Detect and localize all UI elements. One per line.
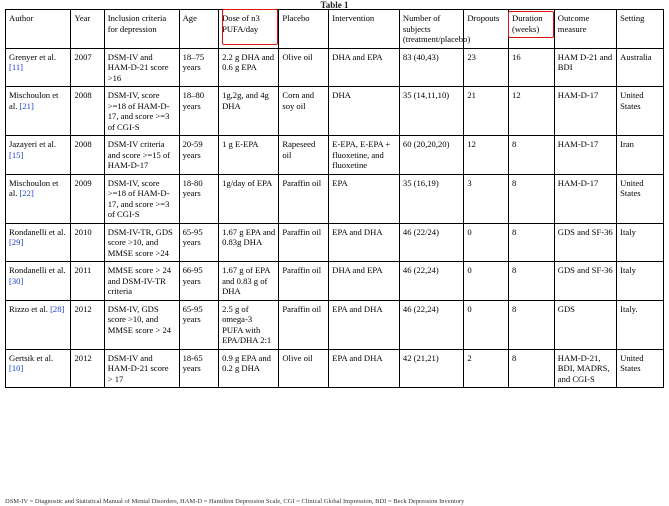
- citation-link[interactable]: [29]: [9, 237, 24, 247]
- author-name: Mischoulon et al.: [9, 177, 59, 198]
- cell-intervention: EPA and DHA: [329, 300, 400, 349]
- column-header-setting: Setting: [617, 10, 664, 49]
- cell-intervention: EPA and DHA: [329, 349, 400, 388]
- cell-placebo: Rapeseed oil: [279, 136, 329, 175]
- cell-year: 2011: [71, 262, 104, 301]
- table-row: [6, 262, 664, 301]
- citation-link[interactable]: [30]: [9, 275, 24, 286]
- cell-setting: United States: [617, 174, 664, 223]
- cell-placebo: Paraffin oil: [279, 223, 329, 262]
- cell-outcome: HAM-D-17: [554, 174, 616, 223]
- cell-dose: 1g,2g, and 4g DHA: [219, 87, 279, 136]
- cell-placebo: Olive oil: [279, 349, 329, 388]
- column-header-duration: Duration (weeks): [509, 10, 555, 49]
- cell-author: [6, 223, 71, 262]
- column-header-year: Year: [71, 10, 104, 49]
- cell-year: 2008: [71, 136, 104, 175]
- cell-setting: Italy.: [617, 300, 664, 349]
- cell-subjects: 35 (14,11,10): [399, 87, 463, 136]
- cell-setting: Australia: [617, 48, 664, 87]
- table-row: [6, 87, 664, 136]
- cell-intervention: DHA: [329, 87, 400, 136]
- cell-subjects: 46 (22/24): [399, 223, 463, 262]
- column-header-outcome-measure: Outcome measure: [554, 10, 616, 49]
- column-header-age: Age: [179, 10, 219, 49]
- cell-placebo: Olive oil: [279, 48, 329, 87]
- cell-criteria: DSM-IV and HAM-D-21 score >16: [104, 48, 179, 87]
- citation-link[interactable]: [11]: [9, 62, 23, 72]
- cell-outcome: GDS: [554, 300, 616, 349]
- cell-subjects: 42 (21,21): [399, 349, 463, 388]
- cell-dose: 2.5 g of omega-3 PUFA with EPA/DHA 2:1: [219, 300, 279, 349]
- citation-link[interactable]: [28]: [50, 303, 65, 314]
- cell-author: [6, 48, 71, 87]
- author-name: Rondanelli et al.: [9, 265, 66, 275]
- cell-age: 65-95 years: [179, 300, 219, 349]
- cell-dropouts: 2: [464, 349, 509, 388]
- author-name: Gertsik et al.: [9, 352, 54, 363]
- cell-author: [6, 300, 71, 349]
- cell-age: 18-65 years: [179, 349, 219, 388]
- cell-outcome: HAM-D-17: [554, 87, 616, 136]
- cell-criteria: DSM-IV, score >=18 of HAM-D-17, and score >=3 of CGI-S: [104, 87, 179, 136]
- cell-author: [6, 174, 71, 223]
- table-caption: Table 1: [320, 0, 349, 9]
- cell-age: 65-95 years: [179, 223, 219, 262]
- author-name: Mischoulon et al.: [9, 90, 59, 111]
- cell-duration: 8: [509, 349, 555, 388]
- table-row: [6, 174, 664, 223]
- cell-dropouts: 0: [464, 223, 509, 262]
- cell-age: 18-80 years: [179, 174, 219, 223]
- cell-duration: 8: [509, 262, 555, 301]
- cell-year: 2009: [71, 174, 104, 223]
- cell-age: 18–80 years: [179, 87, 219, 136]
- cell-age: 18–75 years: [179, 48, 219, 87]
- cell-subjects: 46 (22,24): [399, 262, 463, 301]
- cell-dose: 2.2 g DHA and 0.6 g EPA: [219, 48, 279, 87]
- cell-author: [6, 136, 71, 175]
- cell-duration: 8: [509, 223, 555, 262]
- cell-dose: 1 g E-EPA: [219, 136, 279, 175]
- cell-year: 2010: [71, 223, 104, 262]
- cell-placebo: Paraffin oil: [279, 174, 329, 223]
- table-header-row: [6, 10, 664, 49]
- cell-year: 2008: [71, 87, 104, 136]
- cell-criteria: DSM-IV, score >=18 of HAM-D-17, and score >=3 of CGI-S: [104, 174, 179, 223]
- table-footnote: DSM-IV = Diagnostic and Statistical Manual of Mental Disorders, HAM-D = Hamilton Depression Scale, CGI = Clinical Global Impression, BDI = Beck Depression Inventory: [5, 498, 465, 505]
- column-header-author: Author: [6, 10, 71, 49]
- cell-dose: 1.67 g of EPA and 0.83 g of DHA: [219, 262, 279, 301]
- table-row: [6, 223, 664, 262]
- cell-outcome: HAM-D-17: [554, 136, 616, 175]
- cell-setting: Italy: [617, 262, 664, 301]
- column-header-inclusion-criteria: Inclusion criteria for depression: [104, 10, 179, 49]
- table-row: [6, 136, 664, 175]
- table-row: [6, 48, 664, 87]
- cell-dropouts: 3: [464, 174, 509, 223]
- cell-criteria: DSM-IV criteria and score >=15 of HAM-D-17: [104, 136, 179, 175]
- cell-setting: United States: [617, 87, 664, 136]
- cell-outcome: GDS and SF-36: [554, 262, 616, 301]
- cell-intervention: E-EPA, E-EPA + fluoxetine, and fluoxetine: [329, 136, 400, 175]
- cell-dropouts: 23: [464, 48, 509, 87]
- cell-intervention: EPA: [329, 174, 400, 223]
- cell-criteria: DSM-IV, GDS score >10, and MMSE score > 24: [104, 300, 179, 349]
- column-header-number-of-subjects: Number of subjects (treatment/placebo): [399, 10, 463, 49]
- cell-subjects: 60 (20,20,20): [399, 136, 463, 175]
- table-row: [6, 349, 664, 388]
- cell-outcome: HAM-D-21, BDI, MADRS, and CGI-S: [554, 349, 616, 388]
- cell-placebo: Corn and soy oil: [279, 87, 329, 136]
- cell-year: 2007: [71, 48, 104, 87]
- cell-dropouts: 12: [464, 136, 509, 175]
- column-header-dropouts: Dropouts: [464, 10, 509, 49]
- cell-author: [6, 349, 71, 388]
- cell-dropouts: 21: [464, 87, 509, 136]
- column-header-intervention: Intervention: [329, 10, 400, 49]
- cell-subjects: 35 (16,19): [399, 174, 463, 223]
- cell-author: [6, 87, 71, 136]
- citation-link[interactable]: [10]: [9, 363, 24, 373]
- cell-setting: Iran: [617, 136, 664, 175]
- cell-setting: United States: [617, 349, 664, 388]
- cell-criteria: MMSE score > 24 and DSM-IV-TR criteria: [104, 262, 179, 301]
- cell-intervention: DHA and EPA: [329, 48, 400, 87]
- cell-setting: Italy: [617, 223, 664, 262]
- cell-year: 2012: [71, 300, 104, 349]
- cell-dose: 1g/day of EPA: [219, 174, 279, 223]
- author-name: Rondanelli et al.: [9, 226, 66, 237]
- cell-age: 20-59 years: [179, 136, 219, 175]
- cell-subjects: 83 (40,43): [399, 48, 463, 87]
- cell-duration: 8: [509, 174, 555, 223]
- cell-age: 66-95 years: [179, 262, 219, 301]
- cell-intervention: DHA and EPA: [329, 262, 400, 301]
- cell-criteria: DSM-IV-TR, GDS score >10, and MMSE score >24: [104, 223, 179, 262]
- cell-dropouts: 0: [464, 262, 509, 301]
- cell-duration: 8: [509, 136, 555, 175]
- cell-duration: 16: [509, 48, 555, 87]
- cell-author: [6, 262, 71, 301]
- author-name: Grenyer et al.: [9, 51, 57, 62]
- column-header-placebo: Placebo: [279, 10, 329, 49]
- cell-intervention: EPA and DHA: [329, 223, 400, 262]
- table-row: [6, 300, 664, 349]
- citation-link[interactable]: [15]: [9, 149, 24, 160]
- cell-dose: 0.9 g EPA and 0.2 g DHA: [219, 349, 279, 388]
- citation-link[interactable]: [21]: [19, 100, 34, 111]
- cell-subjects: 46 (22,24): [399, 300, 463, 349]
- author-name: Rizzo et al.: [9, 303, 48, 314]
- cell-placebo: Paraffin oil: [279, 300, 329, 349]
- cell-duration: 8: [509, 300, 555, 349]
- citation-link[interactable]: [22]: [19, 188, 34, 198]
- cell-placebo: Paraffin oil: [279, 262, 329, 301]
- cell-outcome: HAM D-21 and BDI: [554, 48, 616, 87]
- studies-table: [5, 9, 664, 388]
- column-header-dose: Dose of n3 PUFA/day: [219, 10, 279, 49]
- cell-criteria: DSM-IV and HAM-D-21 score > 17: [104, 349, 179, 388]
- cell-duration: 12: [509, 87, 555, 136]
- author-name: Jazayeri et al.: [9, 139, 56, 149]
- cell-outcome: GDS and SF-36: [554, 223, 616, 262]
- cell-dropouts: 0: [464, 300, 509, 349]
- cell-dose: 1.67 g EPA and 0.83g DHA: [219, 223, 279, 262]
- cell-year: 2012: [71, 349, 104, 388]
